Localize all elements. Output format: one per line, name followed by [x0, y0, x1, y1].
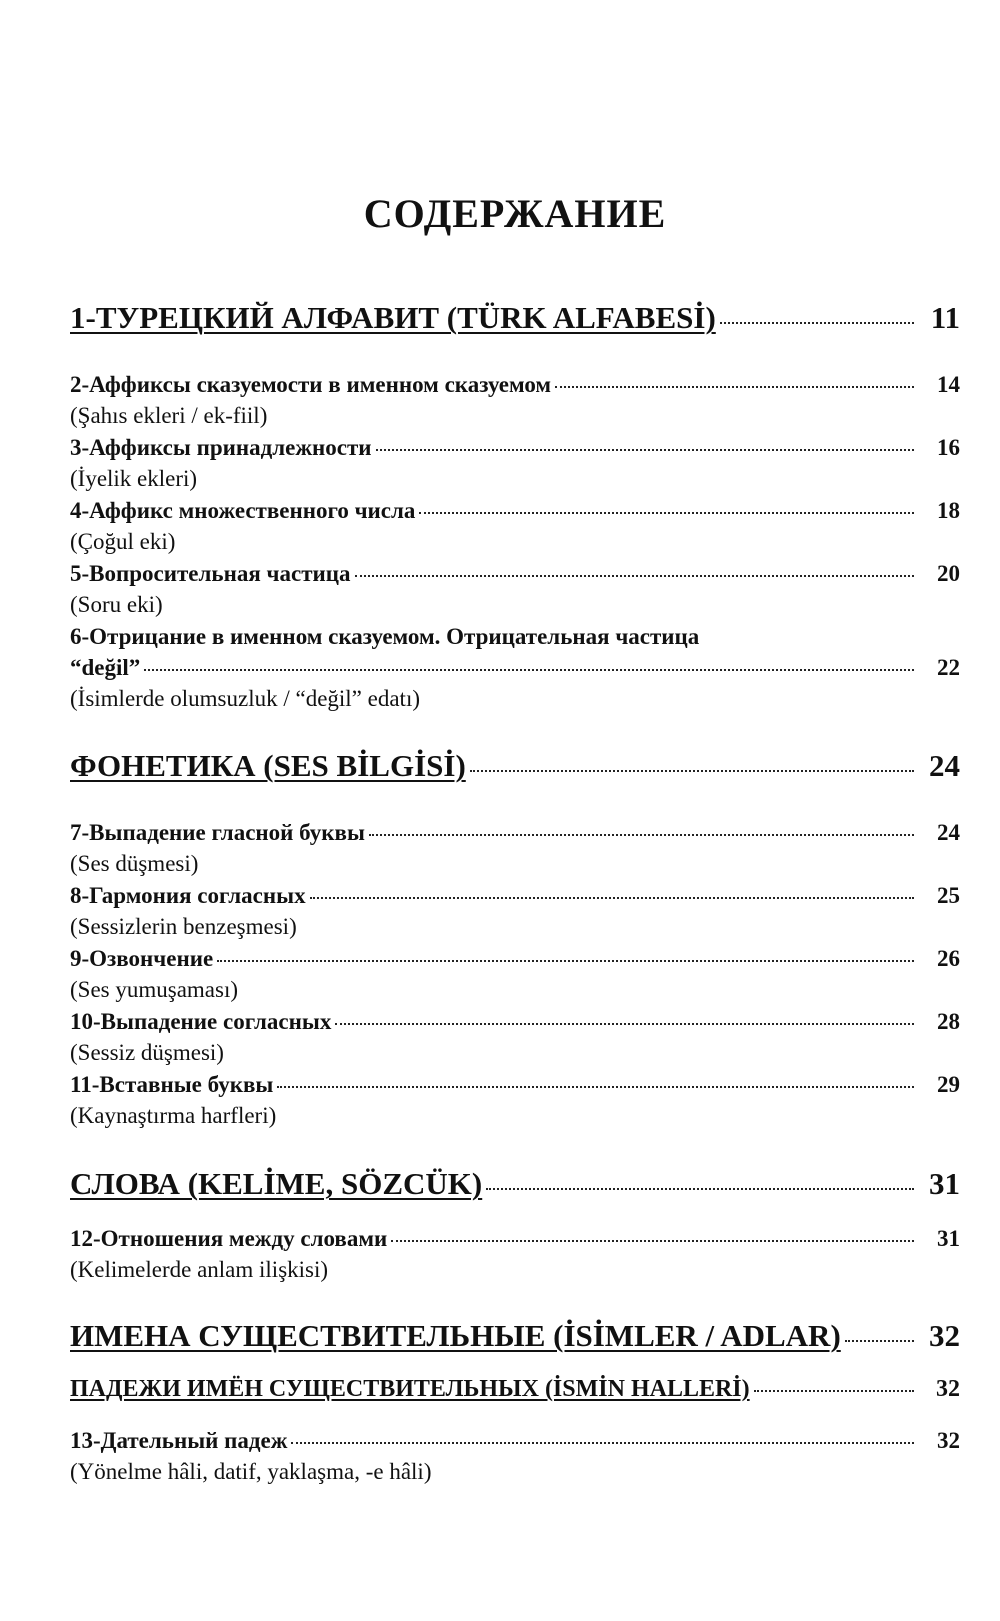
toc-item-6 [70, 655, 960, 681]
toc-item-4 [70, 498, 960, 524]
toc-subsection-noun-cases [70, 1376, 960, 1403]
section-label: СЛОВА (KELİME, SÖZCÜK) [70, 1166, 483, 1201]
dot-leader [555, 385, 914, 388]
item-label: 10-Выпадение согласных [70, 1009, 332, 1034]
toc-item-8 [70, 883, 960, 909]
dot-leader [754, 1389, 914, 1392]
dot-leader [355, 574, 914, 577]
dot-leader [369, 833, 914, 836]
dot-leader [470, 769, 914, 772]
item-note: (Yönelme hâli, datif, yaklaşma, -e hâli) [70, 1459, 432, 1484]
item-label: 2-Аффиксы сказуемости в именном сказуемом [70, 372, 552, 397]
item-label: 13-Дательный падеж [70, 1428, 288, 1453]
section-label: ФОНЕТИКА (SES BİLGİSİ) [70, 748, 466, 783]
item-label: 11-Вставные буквы [70, 1072, 274, 1097]
dot-leader [335, 1022, 914, 1025]
toc-item-5 [70, 561, 960, 587]
toc-section-nouns [70, 1318, 960, 1354]
page-number: 22 [937, 655, 960, 680]
item-note: (Soru eki) [70, 592, 163, 617]
dot-leader [277, 1085, 914, 1088]
toc-item-3 [70, 435, 960, 461]
item-note: (Ses yumuşaması) [70, 977, 239, 1002]
toc-section-alphabet [70, 300, 960, 336]
item-label: 5-Вопросительная частица [70, 561, 351, 586]
toc-section-phonetics [70, 748, 960, 784]
dot-leader [144, 668, 914, 671]
toc-item-10 [70, 1009, 960, 1035]
page-number: 26 [937, 946, 960, 971]
item-note: (Ses düşmesi) [70, 851, 199, 876]
item-label-line1: 6-Отрицание в именном сказуемом. Отрицательная частица [70, 624, 700, 649]
item-note: (Sessizlerin benzeşmesi) [70, 914, 297, 939]
toc-item-13 [70, 1428, 960, 1454]
page-number: 24 [937, 820, 960, 845]
toc-item-12 [70, 1226, 960, 1252]
dot-leader [486, 1187, 914, 1190]
page-number: 11 [930, 300, 960, 335]
toc-item-9 [70, 946, 960, 972]
dot-leader [845, 1339, 914, 1342]
item-label: 12-Отношения между словами [70, 1226, 388, 1251]
section-label: 1-ТУРЕЦКИЙ АЛФАВИТ (TÜRK ALFABESİ) [70, 300, 716, 335]
subsection-label: ПАДЕЖИ ИМЁН СУЩЕСТВИТЕЛЬНЫХ (İSMİN HALLERİ) [70, 1376, 750, 1402]
toc-section-words [70, 1166, 960, 1202]
item-label: 3-Аффиксы принадлежности [70, 435, 372, 460]
item-label: 4-Аффикс множественного числа [70, 498, 416, 523]
section-label: ИМЕНА СУЩЕСТВИТЕЛЬНЫЕ (İSİMLER / ADLAR) [70, 1318, 841, 1353]
dot-leader [376, 448, 914, 451]
page-title: СОДЕРЖАНИЕ [363, 191, 667, 236]
item-label: “değil” [70, 655, 141, 680]
dot-leader [391, 1239, 914, 1242]
page-number: 31 [937, 1226, 960, 1251]
dot-leader [217, 959, 914, 962]
item-note: (Kaynaştırma harfleri) [70, 1103, 277, 1128]
page-number: 32 [937, 1428, 960, 1453]
page-number: 24 [929, 748, 960, 783]
toc-item-2 [70, 372, 960, 398]
page-number: 14 [937, 372, 960, 397]
page-number: 25 [937, 883, 960, 908]
page-number: 32 [936, 1376, 960, 1402]
item-note: (İyelik ekleri) [70, 466, 198, 491]
item-note: (Kelimelerde anlam ilişkisi) [70, 1257, 329, 1282]
item-note: (Şahıs ekleri / ek-fiil) [70, 403, 268, 428]
toc-item-7 [70, 820, 960, 846]
item-note: (Çoğul eki) [70, 529, 176, 554]
item-label: 9-Озвончение [70, 946, 214, 971]
dot-leader [291, 1441, 914, 1444]
item-label: 7-Выпадение гласной буквы [70, 820, 365, 845]
page-number: 28 [937, 1009, 960, 1034]
toc-item-11 [70, 1072, 960, 1098]
page-number: 18 [937, 498, 960, 523]
item-label: 8-Гармония согласных [70, 883, 306, 908]
item-note: (İsimlerde olumsuzluk / “değil” edatı) [70, 686, 420, 711]
dot-leader [310, 896, 914, 899]
item-note: (Sessiz düşmesi) [70, 1040, 224, 1065]
page-number: 20 [937, 561, 960, 586]
dot-leader [720, 321, 914, 324]
page-number: 31 [929, 1166, 960, 1201]
page-number: 32 [929, 1318, 960, 1353]
dot-leader [419, 511, 914, 514]
page-number: 29 [937, 1072, 960, 1097]
page-number: 16 [937, 435, 960, 460]
